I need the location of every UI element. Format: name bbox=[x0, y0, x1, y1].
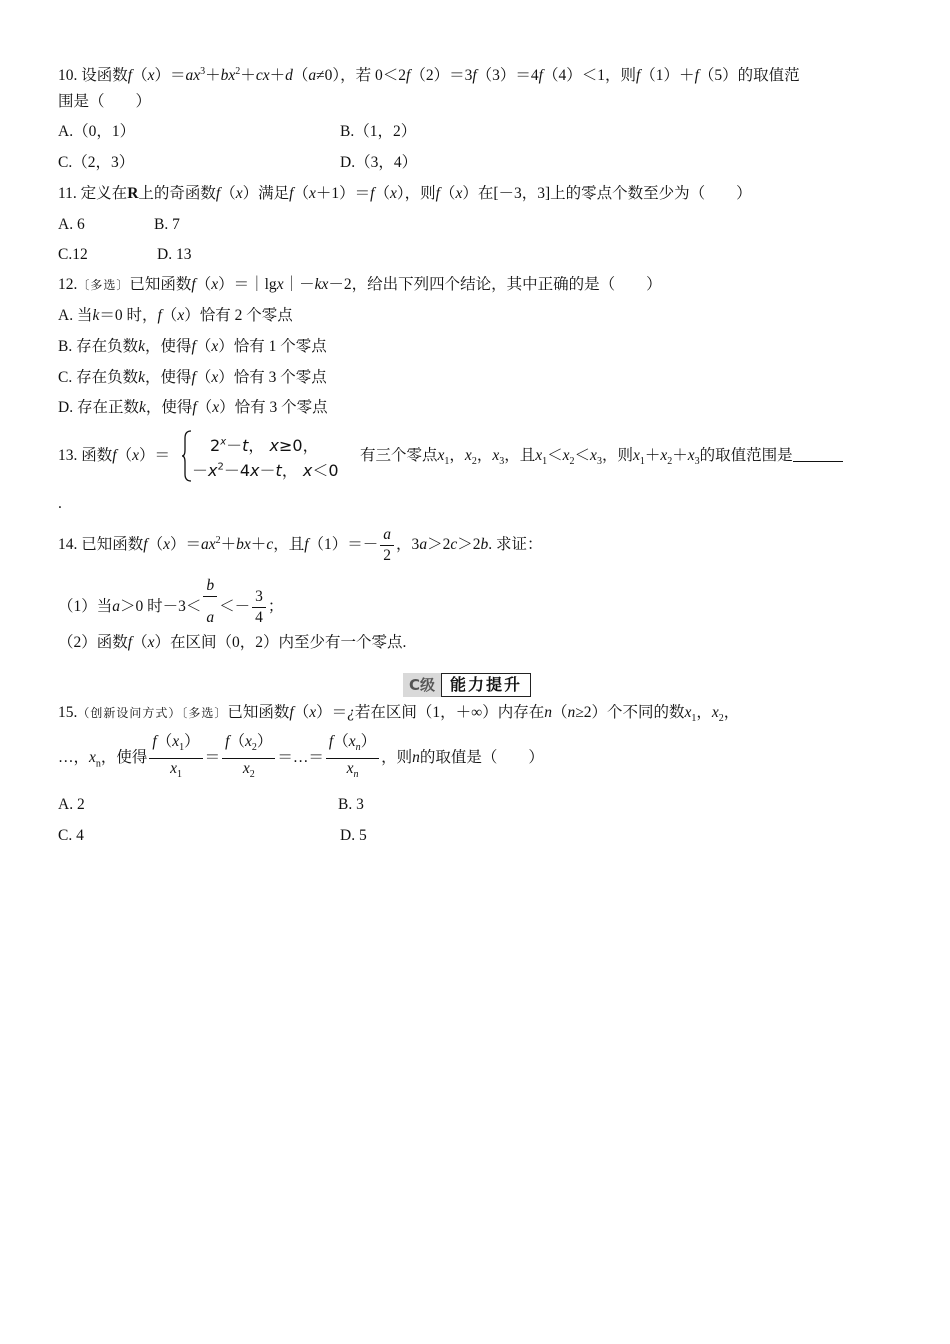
q10-stem-line1: 10. 设函数$f(x)=ax^3+bx^2+cx+d(a\ne 0)$，若 0＜2f（2）＝3f（3）＝4f（4）＜1，则f（1）＋f（5）的取值范 bbox=[58, 66, 800, 85]
q13-period: . bbox=[58, 495, 62, 512]
answer-blank[interactable] bbox=[793, 447, 843, 462]
fraction-a-over-2: $\frac{a}{2}$ bbox=[380, 525, 394, 566]
q10-stem-line2: 围是（ ） bbox=[58, 93, 152, 110]
q11-option-d: D. 13 bbox=[157, 246, 192, 263]
fraction-f-xn-over-xn: $\frac{f(x_n)}{x_n}$ bbox=[326, 732, 379, 785]
q10-option-b: B.（1，2） bbox=[340, 123, 417, 140]
level-label: C级 bbox=[403, 673, 441, 697]
fraction-f-x1-over-x1: $\frac{f(x_1)}{x_1}$ bbox=[149, 732, 202, 785]
piecewise-brace bbox=[182, 430, 192, 482]
q12-option-b: B. 存在负数k，使得f（x）恰有 1 个零点 bbox=[58, 338, 327, 355]
q10-option-d: D.（3，4） bbox=[340, 154, 418, 171]
q11-option-b: B. 7 bbox=[154, 216, 180, 233]
q12-option-c: C. 存在负数k，使得f（x）恰有 3 个零点 bbox=[58, 369, 327, 386]
q13-stem-prefix: 13. 函数f（x）＝ bbox=[58, 447, 170, 464]
innovation-tag: （创新设问方式）〔多选〕 bbox=[77, 706, 228, 720]
q11-stem: 11. 定义在R上的奇函数f（x）满足f（x＋1）＝f（x），则f（x）在[－3，3]上的零点个数至少为（ ） bbox=[58, 185, 752, 202]
q15-option-d: D. 5 bbox=[340, 827, 367, 844]
fraction-f-x2-over-x2: $\frac{f(x_2)}{x_2}$ bbox=[222, 732, 275, 785]
q14-stem: 14. 已知函数$f(x)=ax^2+bx+c$，且f（1）＝－ $\frac{a}{2}$ ，3a＞2c＞2b. 求证： bbox=[58, 526, 543, 565]
q15-option-c: C. 4 bbox=[58, 827, 84, 844]
q12-option-a: A. 当k＝0 时，f（x）恰有 2 个零点 bbox=[58, 307, 293, 324]
q10-option-a: A.（0，1） bbox=[58, 123, 136, 140]
q13-stem-rest: 有三个零点$x_1$，$x_2$，$x_3$，且$x_1<x_2<x_3$，则$x_1+x_2+x_3$的取值范围是 bbox=[360, 446, 843, 472]
q12-option-d: D. 存在正数k，使得f（x）恰有 3 个零点 bbox=[58, 399, 328, 416]
q10-option-c: C.（2，3） bbox=[58, 154, 135, 171]
q15-stem-line2: …，$x_n$，使得 $\frac{f(x_1)}{x_1}$ ＝ $\frac{f(x_2)}{x_2}$ ＝…＝ $\frac{f(x_n)}{x_n}$ ，则n的取值是（ ） bbox=[58, 732, 544, 790]
q14-part2: （2）函数f（x）在区间（0，2）内至少有一个零点. bbox=[58, 634, 407, 651]
q15-stem-line1: 15.（创新设问方式）〔多选〕已知函数f（x）＝¿若在区间（1，＋∞）内存在n（n≥2）个不同的数$x_1$，$x_2$， bbox=[58, 704, 740, 725]
q14-part1: （1）当a＞0 时－3＜ $\frac{b}{a}$ ＜－ $\frac{3}{4}$ ； bbox=[58, 576, 283, 639]
q12-stem: 12.〔多选〕已知函数f（x）＝｜lgx｜－kx－2，给出下列四个结论，其中正确的是（ ） bbox=[58, 276, 662, 293]
piecewise-case2: $-x^2-4x-t$， x＜0 bbox=[192, 461, 339, 480]
level-title: 能力提升 bbox=[441, 673, 531, 697]
multi-select-tag: 〔多选〕 bbox=[77, 278, 130, 292]
fraction-3-over-4: $\frac{3}{4}$ bbox=[252, 587, 266, 628]
q11-option-c: C.12 bbox=[58, 246, 88, 263]
q15-option-b: B. 3 bbox=[338, 796, 364, 813]
piecewise-case1: $2^x-t$， x≥0， bbox=[210, 436, 319, 455]
q11-option-a: A. 6 bbox=[58, 216, 85, 233]
q15-option-a: A. 2 bbox=[58, 796, 85, 813]
fraction-b-over-a: $\frac{b}{a}$ bbox=[203, 576, 217, 639]
level-c-banner bbox=[403, 672, 531, 698]
